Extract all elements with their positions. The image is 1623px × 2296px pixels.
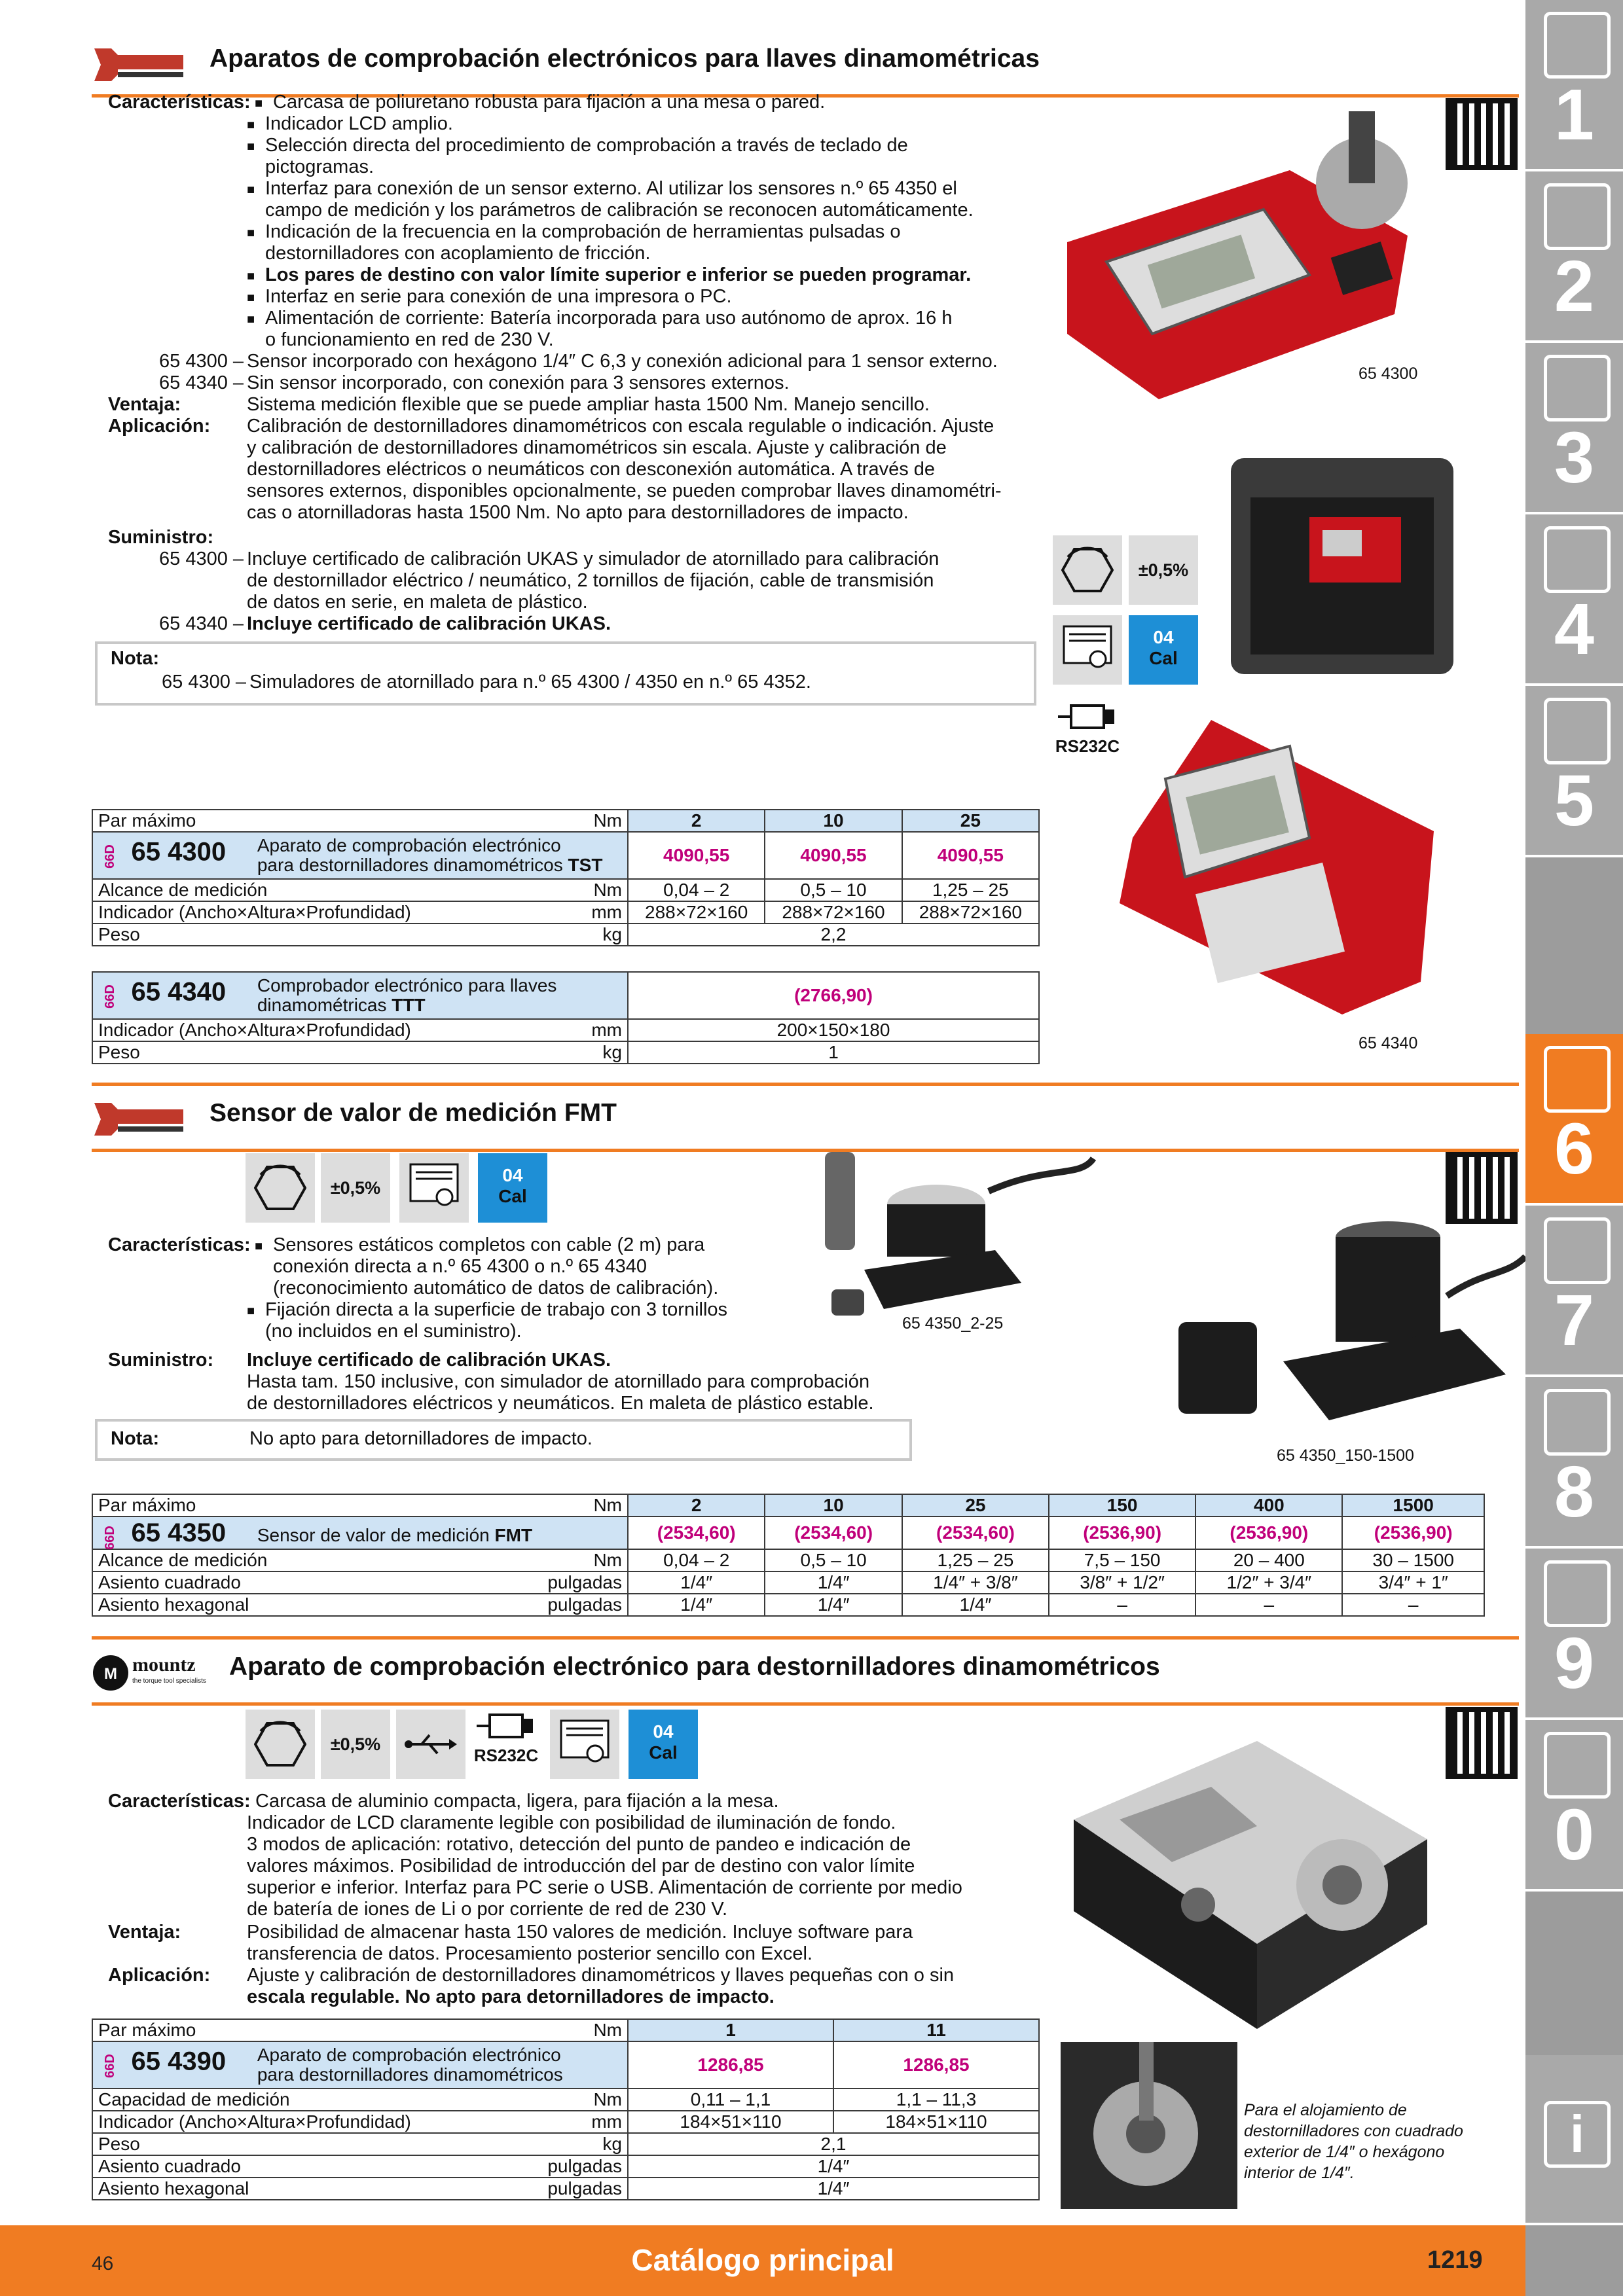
application-label: Aplicación: (108, 1965, 211, 1986)
article-description: Comprobador electrónico para llaves (257, 975, 557, 996)
spec-value: 288×72×160 (765, 901, 902, 924)
section2-title: Sensor de valor de medición FMT (210, 1099, 617, 1127)
spec-value: 1/4″ + 3/8″ (902, 1571, 1049, 1594)
rs232-interface-icon (471, 1710, 541, 1779)
article-description: dinamométricas (257, 995, 387, 1015)
spec-value: 1,25 – 25 (902, 1549, 1049, 1571)
price-cell: (2536,90) (1195, 1516, 1342, 1549)
chapter-number: 4 (1554, 589, 1595, 670)
calibration-badge (629, 1710, 698, 1779)
table-header-label: Par máximo (98, 1495, 196, 1515)
characteristics-label: Características: (108, 92, 251, 113)
feature-line: ■ Indicador LCD amplio. (265, 113, 453, 135)
feature-line: destornilladores con acoplamiento de fricción. (265, 243, 651, 264)
chapter-number: 5 (1554, 761, 1595, 841)
application-line: escala regulable. No apto para detornilladores de impacto. (247, 1986, 775, 2007)
feature-line: (reconocimiento automático de datos de calibración). (273, 1278, 719, 1299)
chapter-number: 6 (1554, 1109, 1595, 1189)
feature-line: conexión directa a n.º 65 4300 o n.º 65 4340 (273, 1256, 647, 1277)
feature-line: ■ Selección directa del procedimiento de comprobación a través de teclado de (265, 135, 908, 156)
advantage-text: Sistema medición flexible que se puede ampliar hasta 1500 Nm. Manejo sencillo. (247, 394, 930, 415)
gedore-brand-logo-icon (92, 1100, 189, 1138)
article-description-bold: TST (568, 855, 603, 875)
table-column-header: 400 (1195, 1494, 1342, 1516)
section3-title: Aparato de comprobación electrónico para destornilladores dinamométricos (229, 1653, 1160, 1681)
price-cell: 1286,85 (833, 2041, 1039, 2089)
spec-value: 1/2″ + 3/4″ (1195, 1571, 1342, 1594)
spec-label: Asiento cuadrado (98, 2156, 241, 2176)
spec-unit: kg (602, 1042, 622, 1062)
feature-line: (no incluidos en el suministro). (265, 1321, 522, 1342)
brand-name: mountz (132, 1654, 196, 1676)
spec-label: Alcance de medición (98, 1550, 268, 1570)
chapter-number: 2 (1554, 246, 1595, 327)
table-column-header: 150 (1049, 1494, 1195, 1516)
characteristics-label: Características: (108, 1234, 251, 1255)
advantage-line: Posibilidad de almacenar hasta 150 valores de medición. Incluye software para (247, 1922, 913, 1943)
table-header-label: Par máximo (98, 2020, 196, 2040)
feature-line: Indicador de LCD claramente legible con posibilidad de iluminación de fondo. (247, 1812, 896, 1833)
hexagon-icon (1053, 535, 1122, 605)
spec-label: Peso (98, 1042, 140, 1062)
spec-label: Alcance de medición (98, 880, 268, 900)
application-line: Calibración de destornilladores dinamométricos con escala regulable o indicación. Ajuste (247, 416, 994, 437)
article-cell (92, 832, 628, 879)
supply-line: de destornilladores eléctricos y neumáticos. En maleta de plástico estable. (247, 1393, 874, 1414)
price-cell: 4090,55 (628, 832, 765, 879)
spec-value: – (1342, 1594, 1484, 1616)
spec-value: 1/4″ (628, 1594, 765, 1616)
rs232-label: RS232C (1055, 736, 1120, 756)
price-cell: 4090,55 (902, 832, 1039, 879)
application-line: destornilladores eléctricos o neumáticos con desconexión automática. A través de (247, 459, 936, 480)
page-footer (0, 2225, 1525, 2296)
feature-line: superior e inferior. Interfaz para PC serie o USB. Alimentación de corriente por medio (247, 1877, 962, 1898)
spec-label: Peso (98, 2134, 140, 2154)
spec-value: 2,2 (628, 924, 1039, 946)
section1-title: Aparatos de comprobación electrónicos para llaves dinamométricas (210, 45, 1040, 73)
spec-label: Asiento hexagonal (98, 2178, 249, 2198)
hexagon-icon (246, 1153, 315, 1223)
calibration-number: 04 (1153, 627, 1174, 647)
drill-bit-icon (1544, 12, 1611, 79)
table-column-header: 25 (902, 810, 1039, 832)
photo-caption: 65 4350_150-1500 (1277, 1446, 1414, 1465)
supply-code: 65 4340 – (159, 613, 244, 634)
price-cell: 4090,55 (765, 832, 902, 879)
advantage-line: transferencia de datos. Procesamiento posterior sencillo con Excel. (247, 1943, 812, 1964)
cutting-insert-icon (1544, 183, 1611, 250)
price-cell: (2766,90) (628, 972, 1039, 1019)
product-photo-654340 (1093, 707, 1460, 1034)
rs232-label: RS232C (473, 1746, 539, 1765)
section1-header (92, 31, 1519, 98)
supply-line: Hasta tam. 150 inclusive, con simulador de atornillado para comprobación (247, 1371, 870, 1392)
chapter-tab-3[interactable] (1525, 343, 1623, 514)
article-description: para destornilladores dinamométricos (257, 855, 563, 875)
photo-note-line: exterior de 1/4″ o hexágono (1244, 2143, 1445, 2161)
spec-value: 7,5 – 150 (1049, 1549, 1195, 1571)
note-label: Nota: (111, 648, 160, 669)
spec-value: 1/4″ (628, 2155, 1039, 2178)
spec-value: 0,04 – 2 (628, 879, 765, 901)
note-code: 65 4300 – (162, 672, 247, 692)
table-header-unit: Nm (593, 2020, 622, 2040)
sensor-photo-small (799, 1139, 1100, 1335)
spec-unit: Nm (593, 2089, 622, 2109)
supply-code: 65 4300 – (159, 548, 244, 569)
tolerance-badge: ±0,5% (1129, 535, 1198, 605)
article-cell (92, 1516, 628, 1549)
chapter-tab-6[interactable] (1525, 1034, 1623, 1206)
tolerance-badge: ±0,5% (321, 1710, 390, 1779)
chapter-tab-0[interactable] (1525, 1720, 1623, 1892)
note-box (95, 1419, 912, 1461)
article-description-bold: FMT (494, 1524, 533, 1545)
spec-value: 1,1 – 11,3 (833, 2089, 1039, 2111)
spec-value: – (1049, 1594, 1195, 1616)
article-number: 65 4350 (131, 1518, 227, 1547)
application-line: sensores externos, disponibles opcionalmente, se pueden comprobar llaves dinamométri- (247, 480, 1002, 501)
spec-unit: pulgadas (547, 2178, 622, 2198)
page-number-right: 1219 (1427, 2246, 1483, 2274)
feature-line: ■ Carcasa de poliuretano robusta para fijación a una mesa o pared. (273, 92, 825, 113)
chapter-number: 1 (1554, 75, 1595, 155)
application-line: y calibración de destornilladores dinamométricos sin escala. Ajuste y calibración de (247, 437, 947, 458)
spec-value: 0,5 – 10 (765, 879, 902, 901)
variant-code: 65 4340 – (159, 372, 244, 393)
spec-value: 184×51×110 (628, 2111, 833, 2133)
chapter-tab-9[interactable] (1525, 1549, 1623, 1720)
spec-value: 2,1 (628, 2133, 1039, 2155)
article-description: para destornilladores dinamométricos (257, 2064, 563, 2085)
spec-value: 1/4″ (628, 1571, 765, 1594)
calibration-text: Cal (1149, 648, 1178, 668)
detail-photo (1061, 2042, 1237, 2209)
spec-value: 0,04 – 2 (628, 1549, 765, 1571)
power-tool-icon (1544, 1389, 1611, 1456)
chapter-number: 8 (1554, 1452, 1595, 1532)
qr-code-icon (1446, 1707, 1518, 1779)
info-icon (1544, 2101, 1611, 2168)
photo-caption: 65 4350_2-25 (902, 1314, 1004, 1333)
gedore-brand-logo-icon (92, 46, 189, 84)
supply-label: Suministro: (108, 527, 214, 548)
table-header-unit: Nm (593, 1495, 622, 1515)
article-number: 65 4340 (131, 977, 227, 1007)
caliper-icon (1544, 526, 1611, 593)
price-cell: (2534,60) (765, 1516, 902, 1549)
supply-line: Incluye certificado de calibración UKAS. (247, 613, 611, 634)
grinding-disc-icon (1544, 698, 1611, 764)
chapter-tab-8[interactable] (1525, 1377, 1623, 1549)
article-description: Aparato de comprobación electrónico (257, 835, 561, 855)
chapter-tab-5[interactable] (1525, 686, 1623, 857)
spec-value: 288×72×160 (628, 901, 765, 924)
pliers-hammer-icon (1544, 1217, 1611, 1284)
table-column-header: 1 (628, 2019, 833, 2041)
calibration-text: Cal (498, 1186, 527, 1206)
spec-value: 0,5 – 10 (765, 1549, 902, 1571)
photo-note-line: destornilladores con cuadrado (1244, 2122, 1463, 2140)
svg-text:M: M (104, 1665, 117, 1683)
spec-label: Indicador (Ancho×Altura×Profundidad) (98, 2111, 411, 2132)
article-description-bold: TTT (392, 995, 426, 1015)
spec-unit: pulgadas (547, 2156, 622, 2176)
feature-line: ■ Interfaz en serie para conexión de una impresora o PC. (265, 286, 732, 308)
chapter-tab-4[interactable] (1525, 514, 1623, 686)
spec-value: 184×51×110 (833, 2111, 1039, 2133)
supply-label: Suministro: (108, 1350, 214, 1371)
wrench-screwdriver-icon (1544, 1046, 1611, 1113)
article-number: 65 4300 (131, 837, 227, 867)
table-column-header: 2 (628, 810, 765, 832)
photo-note-line: interior de 1/4″. (1244, 2164, 1355, 2182)
chapter-tab-7[interactable] (1525, 1206, 1623, 1377)
note-label: Nota: (111, 1428, 160, 1449)
group-code: 66D (102, 984, 117, 1009)
feature-line: ■ Sensores estáticos completos con cable (2 m) para (273, 1234, 704, 1256)
feature-line: o funcionamiento en red de 230 V. (265, 329, 554, 350)
spec-label: Asiento cuadrado (98, 1572, 241, 1592)
spec-value: 1/4″ (902, 1594, 1049, 1616)
feature-line: campo de medición y los parámetros de calibración se reconocen automáticamente. (265, 200, 974, 221)
page-number-left: 46 (92, 2253, 114, 2274)
table-column-header: 11 (833, 2019, 1039, 2041)
advantage-label: Ventaja: (108, 1922, 181, 1943)
feature-line: ■ Los pares de destino con valor límite superior e inferior se pueden programar. (265, 264, 971, 286)
certificate-icon (550, 1710, 619, 1779)
spec-value: 288×72×160 (902, 901, 1039, 924)
spec-unit: mm (591, 902, 622, 922)
spec-table-654340 (92, 971, 1040, 1064)
article-cell (92, 2041, 628, 2089)
supply-line: de datos en serie, en maleta de plástico. (247, 592, 588, 613)
variant-text: Sensor incorporado con hexágono 1/4″ C 6,3 y conexión adicional para 1 sensor externo. (247, 351, 998, 372)
calibration-badge (1129, 615, 1198, 685)
characteristics-label: Características: (108, 1791, 251, 1812)
usb-icon (396, 1710, 465, 1779)
mountz-brand-logo (92, 1654, 223, 1692)
feature-line: 3 modos de aplicación: rotativo, detección del punto de pandeo e indicación de (247, 1834, 911, 1855)
price-cell: (2536,90) (1049, 1516, 1195, 1549)
spec-table-654350 (92, 1494, 1485, 1617)
spec-unit: kg (602, 924, 622, 944)
photo-caption: 65 4300 (1359, 365, 1418, 383)
sensor-photo-large (1172, 1204, 1525, 1440)
spec-value: 1/4″ (765, 1571, 902, 1594)
spec-label: Asiento hexagonal (98, 1594, 249, 1615)
spec-unit: Nm (593, 880, 622, 900)
application-line: Ajuste y calibración de destornilladores dinamométricos y llaves pequeñas con o sin (247, 1965, 955, 1986)
calibration-badge (478, 1153, 547, 1223)
price-cell: (2534,60) (902, 1516, 1049, 1549)
table-header-label: Par máximo (98, 810, 196, 831)
mountz-logo-icon (92, 1654, 130, 1692)
catalog-title: Catálogo principal (631, 2243, 894, 2277)
tool-holder-icon (1544, 355, 1611, 422)
chapter-number: 3 (1554, 418, 1595, 498)
spec-label: Peso (98, 924, 140, 944)
table-header-unit: Nm (593, 810, 622, 831)
product-photo-654390 (1061, 1728, 1434, 2036)
spec-table-654390 (92, 2018, 1040, 2200)
spec-label: Indicador (Ancho×Altura×Profundidad) (98, 1020, 411, 1040)
photo-note-line: Para el alojamiento de (1244, 2101, 1407, 2119)
note-text: Simuladores de atornillado para n.º 65 4300 / 4350 en n.º 65 4352. (249, 672, 811, 692)
price-cell: (2534,60) (628, 1516, 765, 1549)
article-description: Aparato de comprobación electrónico (257, 2045, 561, 2065)
chapter-tab-1[interactable] (1525, 0, 1623, 171)
tolerance-badge: ±0,5% (321, 1153, 390, 1223)
spec-label: Indicador (Ancho×Altura×Profundidad) (98, 902, 411, 922)
price-cell: (2536,90) (1342, 1516, 1484, 1549)
table-column-header: 1500 (1342, 1494, 1484, 1516)
spec-value: 1 (628, 1041, 1039, 1064)
chapter-tab-info[interactable] (1525, 2055, 1623, 2225)
chapter-number: 7 (1554, 1280, 1595, 1361)
price-cell: 1286,85 (628, 2041, 833, 2089)
calibration-text: Cal (649, 1742, 678, 1763)
table-column-header: 10 (765, 1494, 902, 1516)
spec-value: 30 – 1500 (1342, 1549, 1484, 1571)
spec-value: 3/4″ + 1″ (1342, 1571, 1484, 1594)
table-column-header: 25 (902, 1494, 1049, 1516)
feature-line: ■ Fijación directa a la superficie de trabajo con 3 tornillos (265, 1299, 727, 1321)
variant-text: Sin sensor incorporado, con conexión para 3 sensores externos. (247, 372, 790, 393)
spec-unit: mm (591, 2111, 622, 2132)
feature-line: valores máximos. Posibilidad de introducción del par de destino con valor límite (247, 1856, 915, 1876)
spec-unit: pulgadas (547, 1572, 622, 1592)
spec-value: 1/4″ (765, 1594, 902, 1616)
feature-line: ■ Interfaz para conexión de un sensor externo. Al utilizar los sensores n.º 65 4350 el (265, 178, 957, 200)
application-line: cas o atornilladoras hasta 1500 Nm. No apto para destornilladores de impacto. (247, 502, 909, 523)
photo-note (1244, 2100, 1463, 2183)
chapter-number: 0 (1554, 1795, 1595, 1875)
carrying-case-photo (1224, 452, 1460, 694)
feature-line: de batería de iones de Li o por corriente de red de 230 V. (247, 1899, 728, 1920)
calibration-number: 04 (653, 1721, 674, 1742)
group-code: 66D (102, 1525, 117, 1550)
table-column-header: 10 (765, 810, 902, 832)
tool-cabinet-icon (1544, 1560, 1611, 1627)
note-text: No apto para detornilladores de impacto. (249, 1428, 593, 1449)
spec-value: 3/8″ + 1/2″ (1049, 1571, 1195, 1594)
spec-label: Capacidad de medición (98, 2089, 290, 2109)
chapter-number: 9 (1554, 1623, 1595, 1704)
spec-unit: kg (602, 2134, 622, 2154)
spec-value: 1,25 – 25 (902, 879, 1039, 901)
safety-gear-icon (1544, 1732, 1611, 1799)
certificate-icon (399, 1153, 469, 1223)
spec-value: 1/4″ (628, 2178, 1039, 2200)
spec-value: 200×150×180 (628, 1019, 1039, 1041)
photo-caption: 65 4340 (1359, 1034, 1418, 1052)
spec-value: – (1195, 1594, 1342, 1616)
feature-line: ■ Alimentación de corriente: Batería incorporada para uso autónomo de aprox. 16 h (265, 308, 952, 329)
spec-table-654300 (92, 809, 1040, 946)
supply-line: Incluye certificado de calibración UKAS y simulador de atornillado para calibración (247, 548, 939, 569)
table-column-header: 2 (628, 1494, 765, 1516)
spec-value: 20 – 400 (1195, 1549, 1342, 1571)
brand-tagline: the torque tool specialists (132, 1677, 206, 1685)
calibration-number: 04 (502, 1165, 523, 1185)
info-letter: i (1569, 2105, 1585, 2163)
chapter-tab-2[interactable] (1525, 171, 1623, 343)
application-label: Aplicación: (108, 416, 211, 437)
hexagon-icon (246, 1710, 315, 1779)
advantage-label: Ventaja: (108, 394, 181, 415)
article-cell (92, 972, 628, 1019)
article-description: Sensor de valor de medición (257, 1524, 490, 1545)
supply-line: de destornillador eléctrico / neumático, 2 tornillos de fijación, cable de transmisión (247, 570, 934, 591)
certificate-icon (1053, 615, 1122, 685)
feature-line: ■ Indicación de la frecuencia en la comprobación de herramientas pulsadas o (265, 221, 900, 243)
group-code: 66D (102, 844, 117, 869)
article-number: 65 4390 (131, 2047, 227, 2076)
variant-code: 65 4300 – (159, 351, 244, 372)
spec-unit: pulgadas (547, 1594, 622, 1615)
feature-line: Carcasa de aluminio compacta, ligera, para fijación a la mesa. (255, 1791, 779, 1812)
spec-unit: Nm (593, 1550, 622, 1570)
note-box (95, 641, 1036, 706)
feature-line: pictogramas. (265, 156, 374, 177)
section3-header (92, 1636, 1519, 1706)
spec-unit: mm (591, 1020, 622, 1040)
spec-value: 0,11 – 1,1 (628, 2089, 833, 2111)
supply-line: Incluye certificado de calibración UKAS. (247, 1350, 611, 1371)
qr-code-icon (1446, 98, 1518, 170)
group-code: 66D (102, 2054, 117, 2079)
